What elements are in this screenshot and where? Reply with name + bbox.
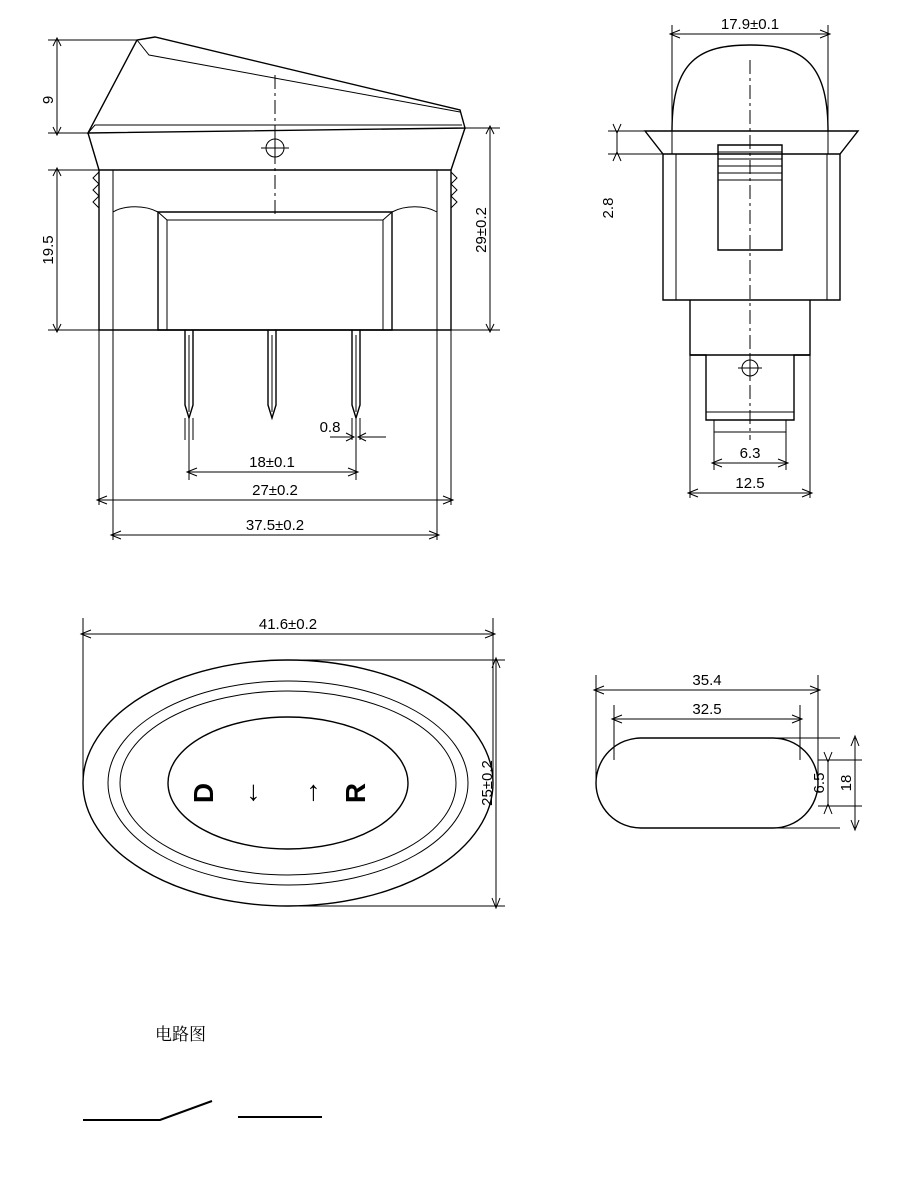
side-view <box>600 16 858 498</box>
dim-17-9 <box>670 16 830 38</box>
dim-18-cutout <box>838 736 859 830</box>
dim-37-5 <box>111 517 439 539</box>
dim-2-8 <box>600 124 621 218</box>
side-extension-lines <box>608 25 828 498</box>
marking-arrow-right: → <box>293 779 324 807</box>
dim-9-label: 9 <box>40 95 57 105</box>
dim-0-8-label: 0.8 <box>319 419 341 436</box>
dim-17-9-label: 17.9±0.1 <box>720 16 780 33</box>
dim-29-label: 29±0.2 <box>473 207 490 253</box>
dim-2-8-label: 2.8 <box>600 197 617 219</box>
circuit-diagram <box>83 1025 322 1120</box>
circuit-label: 电路图 <box>155 1025 206 1044</box>
dim-35-4 <box>594 672 820 694</box>
cutout-extension-lines <box>596 675 862 828</box>
actuator-marking <box>188 779 371 807</box>
dim-6-3 <box>712 445 788 467</box>
terminal-pins <box>185 330 360 418</box>
marking-d: D <box>188 782 219 804</box>
dim-18-label: 18±0.1 <box>249 454 295 471</box>
marking-arrow-left: ← <box>233 779 264 807</box>
marking-r: R <box>340 782 371 804</box>
dim-18-label: 18 <box>838 774 855 792</box>
dim-41-6 <box>81 616 495 638</box>
dim-32-5 <box>612 701 802 723</box>
dim-12-5-label: 12.5 <box>735 475 765 492</box>
dim-12-5 <box>688 475 812 497</box>
dim-18 <box>187 454 358 476</box>
top-view <box>81 616 505 908</box>
dim-27 <box>97 482 453 504</box>
dim-6-5 <box>811 752 832 814</box>
dim-27-label: 27±0.2 <box>252 482 298 499</box>
cutout-view <box>594 672 862 830</box>
dim-41-6-label: 41.6±0.2 <box>258 616 318 633</box>
dim-6-5-label: 6.5 <box>811 772 828 794</box>
dim-9 <box>40 38 61 135</box>
dim-0-8 <box>320 419 386 441</box>
dim-6-3-label: 6.3 <box>739 445 761 462</box>
dim-19-5-label: 19.5 <box>40 235 57 265</box>
dim-25 <box>479 658 500 908</box>
dim-32-5-label: 32.5 <box>692 701 722 718</box>
dim-25-label: 25±0.2 <box>479 760 496 806</box>
top-extension-lines <box>83 618 505 906</box>
front-view <box>40 37 500 540</box>
dim-37-5-label: 37.5±0.2 <box>245 517 305 534</box>
dim-35-4-label: 35.4 <box>692 672 722 689</box>
dim-29 <box>473 126 494 332</box>
dim-19-5 <box>40 168 61 332</box>
